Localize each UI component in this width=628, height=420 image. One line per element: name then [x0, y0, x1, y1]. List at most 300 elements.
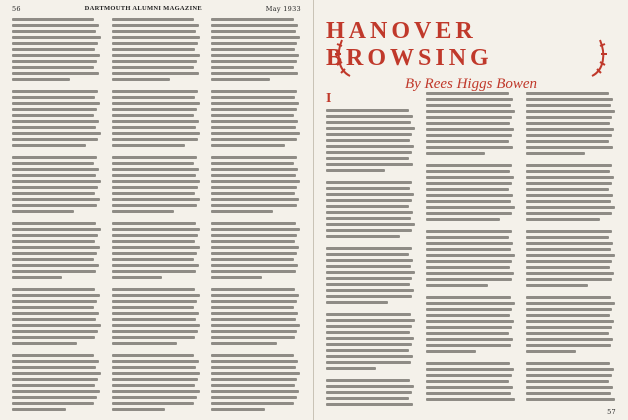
text-line: [112, 342, 177, 345]
text-line: [211, 264, 298, 267]
text-line: [526, 116, 612, 119]
text-line: [426, 104, 511, 107]
text-line: [326, 283, 410, 286]
text-line: [12, 342, 77, 345]
text-line: [12, 54, 100, 57]
text-line: [426, 176, 514, 179]
text-line: [211, 24, 298, 27]
text-line: [326, 217, 411, 220]
text-line: [426, 320, 514, 323]
text-line: [112, 378, 198, 381]
text-line: [211, 330, 297, 333]
text-line: [211, 90, 297, 93]
text-line: [12, 174, 96, 177]
text-line: [526, 110, 615, 113]
text-column: [211, 18, 301, 412]
text-line: [426, 302, 515, 305]
text-line: [12, 252, 97, 255]
text-line: [12, 270, 96, 273]
text-line: [426, 182, 512, 185]
text-line: [211, 246, 299, 249]
text-line: [211, 372, 300, 375]
text-line: [12, 138, 98, 141]
text-line: [112, 240, 195, 243]
text-line: [326, 157, 409, 160]
text-line: [211, 18, 293, 21]
text-line: [326, 127, 415, 130]
text-line: [12, 156, 97, 159]
text-line: [526, 176, 614, 179]
text-line: [12, 24, 99, 27]
text-line: [12, 114, 94, 117]
text-line: [426, 206, 515, 209]
text-line: [12, 150, 102, 153]
text-line: [12, 228, 101, 231]
text-line: [426, 290, 516, 293]
text-line: [112, 114, 194, 117]
text-line: [326, 391, 412, 394]
text-line: [211, 240, 294, 243]
text-line: [112, 96, 195, 99]
text-line: [12, 390, 100, 393]
text-line: [112, 198, 200, 201]
text-line: [112, 276, 162, 279]
article-headline: HANOVER BROWSING: [326, 17, 493, 71]
text-line: [211, 150, 301, 153]
text-line: [526, 290, 616, 293]
text-line: [12, 330, 98, 333]
text-line: [426, 224, 516, 227]
text-line: [426, 374, 512, 377]
text-line: [426, 212, 512, 215]
text-line: [426, 362, 510, 365]
text-line: [211, 102, 299, 105]
text-line: [326, 259, 413, 262]
text-line: [326, 331, 410, 334]
text-line: [426, 308, 512, 311]
text-column: [12, 18, 102, 412]
text-line: [112, 210, 174, 213]
text-line: [12, 120, 99, 123]
running-title: DARTMOUTH ALUMNI MAGAZINE: [84, 5, 203, 12]
text-line: [12, 90, 98, 93]
text-line: [326, 403, 413, 406]
text-line: [426, 188, 509, 191]
text-line: [426, 218, 500, 221]
text-line: [12, 282, 102, 285]
text-line: [12, 102, 100, 105]
text-line: [326, 247, 412, 250]
text-line: [326, 211, 413, 214]
text-line: [211, 234, 297, 237]
text-line: [326, 385, 414, 388]
text-line: [112, 36, 201, 39]
text-line: [12, 324, 101, 327]
text-line: [211, 30, 295, 33]
text-line: [211, 318, 295, 321]
text-line: [112, 204, 197, 207]
text-line: [426, 248, 511, 251]
text-line: [526, 206, 615, 209]
text-line: [12, 132, 101, 135]
text-line: [526, 326, 612, 329]
text-line: [12, 162, 94, 165]
text-line: [112, 138, 198, 141]
text-line: [12, 318, 96, 321]
text-line: [526, 200, 611, 203]
text-line: [526, 362, 610, 365]
text-line: [12, 48, 95, 51]
text-line: [526, 164, 612, 167]
text-line: [211, 138, 297, 141]
text-line: [211, 42, 297, 45]
text-line: [326, 313, 411, 316]
text-line: [426, 110, 515, 113]
text-line: [112, 126, 196, 129]
text-line: [211, 222, 295, 225]
text-line: [326, 295, 412, 298]
text-line: [426, 344, 511, 347]
text-line: [12, 126, 96, 129]
text-line: [526, 230, 612, 233]
text-line: [326, 253, 409, 256]
text-line: [112, 54, 200, 57]
text-line: [12, 210, 74, 213]
text-line: [12, 78, 70, 81]
text-line: [211, 282, 301, 285]
text-line: [326, 121, 411, 124]
text-line: [211, 180, 300, 183]
text-line: [326, 151, 412, 154]
text-line: [12, 192, 95, 195]
text-line: [12, 288, 95, 291]
text-line: [526, 266, 610, 269]
text-line: [112, 78, 170, 81]
text-line: [112, 228, 201, 231]
page-number-right: 57: [607, 408, 616, 416]
text-line: [326, 235, 400, 238]
text-line: [211, 366, 295, 369]
text-line: [12, 300, 97, 303]
text-line: [112, 246, 200, 249]
text-line: [112, 252, 197, 255]
text-line: [526, 152, 585, 155]
text-line: [12, 246, 100, 249]
text-line: [326, 307, 416, 310]
page-number: 56: [12, 5, 21, 13]
text-line: [112, 258, 194, 261]
text-line: [112, 174, 196, 177]
text-line: [211, 192, 294, 195]
text-line: [112, 396, 197, 399]
text-line: [12, 372, 101, 375]
text-line: [326, 109, 409, 112]
text-line: [211, 48, 294, 51]
text-line: [526, 308, 612, 311]
text-line: [12, 60, 97, 63]
right-page: [314, 0, 628, 420]
text-line: [12, 378, 98, 381]
text-line: [12, 312, 99, 315]
text-line: [12, 366, 96, 369]
text-line: [112, 300, 197, 303]
text-line: [112, 120, 199, 123]
text-line: [526, 320, 614, 323]
text-line: [526, 218, 600, 221]
text-line: [211, 168, 298, 171]
text-line: [426, 194, 513, 197]
text-line: [326, 175, 416, 178]
text-line: [326, 379, 410, 382]
text-line: [112, 18, 194, 21]
text-line: [526, 92, 609, 95]
text-line: [211, 336, 294, 339]
text-line: [526, 122, 610, 125]
text-line: [526, 392, 611, 395]
text-line: [426, 164, 512, 167]
text-line: [12, 336, 95, 339]
text-line: [526, 146, 613, 149]
text-line: [426, 338, 513, 341]
text-line: [12, 360, 99, 363]
text-line: [112, 162, 194, 165]
text-line: [112, 156, 197, 159]
text-line: [112, 312, 199, 315]
text-line: [526, 140, 609, 143]
drop-cap: I: [326, 91, 332, 106]
text-line: [426, 326, 512, 329]
text-line: [526, 314, 610, 317]
text-line: [211, 186, 297, 189]
text-line: [326, 277, 412, 280]
text-line: [12, 396, 97, 399]
text-line: [211, 402, 293, 405]
text-line: [426, 380, 509, 383]
text-line: [326, 337, 414, 340]
text-line: [526, 386, 613, 389]
text-line: [526, 374, 612, 377]
text-line: [112, 288, 195, 291]
text-line: [326, 367, 376, 370]
text-line: [211, 276, 261, 279]
text-line: [326, 199, 412, 202]
text-line: [426, 158, 516, 161]
text-line: [112, 102, 200, 105]
text-line: [211, 378, 297, 381]
text-line: [211, 252, 296, 255]
text-line: [326, 241, 416, 244]
text-line: [112, 408, 166, 411]
text-line: [426, 146, 513, 149]
text-line: [526, 248, 611, 251]
text-line: [426, 140, 509, 143]
text-line: [326, 145, 414, 148]
text-line: [426, 368, 514, 371]
text-line: [12, 108, 97, 111]
text-line: [326, 163, 413, 166]
text-line: [526, 158, 616, 161]
text-line: [526, 128, 614, 131]
text-line: [526, 284, 588, 287]
text-line: [112, 390, 200, 393]
text-line: [112, 66, 194, 69]
text-line: [326, 139, 410, 142]
text-line: [326, 349, 409, 352]
text-line: [426, 296, 511, 299]
text-line: [211, 84, 301, 87]
text-line: [112, 366, 196, 369]
text-line: [12, 144, 86, 147]
text-line: [12, 180, 101, 183]
text-line: [211, 198, 299, 201]
text-line: [426, 356, 516, 359]
text-line: [426, 236, 509, 239]
text-line: [112, 42, 198, 45]
text-line: [112, 180, 201, 183]
text-line: [112, 132, 201, 135]
text-line: [326, 325, 412, 328]
text-line: [211, 258, 293, 261]
text-line: [326, 133, 412, 136]
running-foot-right: [326, 408, 616, 418]
text-line: [12, 96, 95, 99]
text-line: [426, 266, 510, 269]
text-line: [112, 186, 198, 189]
text-line: [211, 348, 301, 351]
text-line: [211, 66, 293, 69]
text-line: [12, 216, 102, 219]
text-line: [526, 236, 609, 239]
text-line: [12, 264, 99, 267]
text-line: [326, 289, 414, 292]
text-line: [426, 152, 485, 155]
text-line: [211, 108, 296, 111]
text-line: [12, 198, 100, 201]
text-line: [526, 272, 614, 275]
text-line: [211, 360, 298, 363]
text-line: [112, 372, 201, 375]
text-line: [326, 229, 412, 232]
text-line: [526, 254, 615, 257]
article-header: [326, 17, 616, 92]
text-line: [526, 350, 576, 353]
text-line: [12, 42, 98, 45]
text-line: [211, 36, 300, 39]
text-line: [426, 128, 514, 131]
text-line: [112, 402, 194, 405]
text-line: [526, 338, 613, 341]
text-line: [426, 284, 488, 287]
article-byline: By Rees Higgs Bowen: [404, 75, 538, 92]
text-column: [326, 92, 416, 412]
text-line: [426, 272, 514, 275]
text-line: [112, 216, 202, 219]
text-line: [112, 234, 198, 237]
text-line: [326, 265, 411, 268]
text-line: [112, 192, 195, 195]
wreath-ornament-icon: [332, 32, 368, 80]
text-line: [211, 204, 296, 207]
text-line: [526, 398, 615, 401]
text-line: [112, 48, 195, 51]
text-line: [12, 348, 102, 351]
text-line: [526, 380, 609, 383]
text-line: [12, 258, 94, 261]
text-line: [326, 301, 388, 304]
text-line: [211, 210, 273, 213]
text-line: [211, 408, 265, 411]
text-line: [12, 408, 66, 411]
text-line: [526, 104, 611, 107]
text-line: [12, 384, 95, 387]
text-line: [526, 182, 612, 185]
text-line: [211, 354, 293, 357]
text-line: [211, 96, 294, 99]
text-line: [12, 186, 98, 189]
text-line: [526, 188, 609, 191]
text-line: [112, 264, 199, 267]
text-line: [426, 398, 515, 401]
text-line: [326, 361, 411, 364]
text-line: [426, 392, 511, 395]
text-line: [112, 324, 201, 327]
text-line: [526, 194, 613, 197]
text-line: [12, 234, 98, 237]
text-line: [326, 319, 415, 322]
text-line: [211, 300, 296, 303]
text-line: [112, 168, 199, 171]
text-line: [426, 260, 512, 263]
text-line: [12, 276, 62, 279]
text-line: [112, 144, 186, 147]
text-line: [211, 390, 299, 393]
text-line: [12, 168, 99, 171]
text-line: [112, 222, 196, 225]
text-line: [326, 223, 415, 226]
text-line: [211, 306, 293, 309]
text-line: [326, 397, 409, 400]
text-line: [326, 205, 409, 208]
text-line: [211, 144, 285, 147]
text-line: [326, 271, 415, 274]
body-columns-left: [12, 18, 301, 412]
text-line: [326, 115, 413, 118]
text-line: [12, 72, 99, 75]
issue-date: May 1933: [265, 5, 301, 13]
text-line: [426, 122, 510, 125]
text-line: [12, 354, 94, 357]
text-column: [426, 92, 516, 412]
text-line: [211, 114, 293, 117]
text-line: [426, 116, 512, 119]
text-line: [426, 254, 515, 257]
text-line: [426, 134, 512, 137]
text-line: [211, 126, 295, 129]
text-line: [526, 344, 611, 347]
text-line: [211, 384, 294, 387]
text-line: [12, 240, 95, 243]
text-line: [426, 332, 509, 335]
text-line: [211, 72, 298, 75]
text-line: [112, 360, 199, 363]
text-line: [112, 60, 197, 63]
text-line: [326, 181, 412, 184]
text-line: [211, 132, 300, 135]
text-line: [211, 156, 296, 159]
text-line: [12, 66, 94, 69]
text-line: [12, 30, 96, 33]
text-line: [211, 270, 295, 273]
